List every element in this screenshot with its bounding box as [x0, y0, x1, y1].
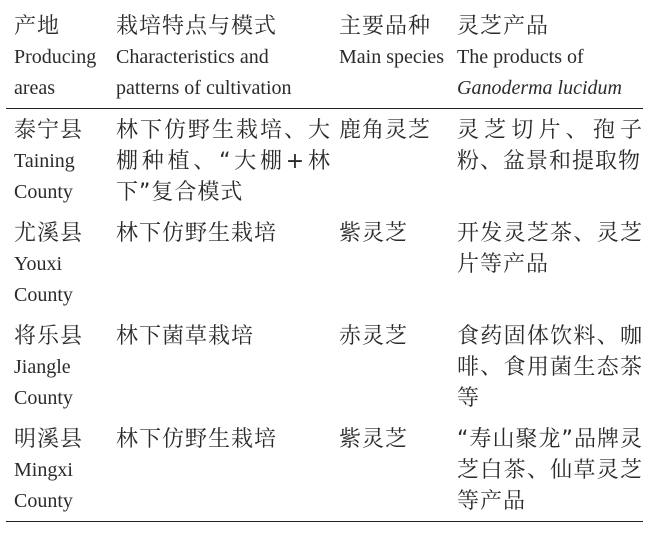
header-species-zh: 主要品种	[339, 14, 432, 39]
header-area-zh: 产地	[14, 14, 61, 39]
cell-area	[6, 418, 108, 522]
cell-products	[449, 418, 643, 522]
header-products-zh: 灵芝产品	[457, 14, 550, 39]
header-row	[6, 8, 643, 109]
cell-area	[6, 212, 108, 315]
table-row	[6, 315, 643, 418]
area-en: Jiangle County	[14, 356, 73, 409]
cell-area	[6, 315, 108, 418]
table-body	[6, 109, 643, 522]
cell-cultivation	[108, 109, 331, 213]
cell-species	[331, 315, 449, 418]
cultivation-text: 林下仿野生栽培	[116, 427, 278, 452]
header-products-en-prefix: The products of	[457, 46, 584, 68]
area-zh: 明溪县	[14, 427, 84, 452]
products-text: 开发灵芝茶、灵芝片等产品	[457, 221, 643, 277]
header-area-en: Producing areas	[14, 46, 97, 99]
products-text: 食药固体饮料、咖啡、食用菌生态茶等	[457, 324, 643, 411]
area-zh: 尤溪县	[14, 221, 84, 246]
table-row	[6, 109, 643, 213]
species-text: 紫灵芝	[339, 427, 409, 452]
cell-species	[331, 109, 449, 213]
cultivation-text: 林下菌草栽培	[116, 324, 255, 349]
header-products	[449, 8, 643, 109]
table-row	[6, 212, 643, 315]
area-zh: 泰宁县	[14, 118, 84, 143]
header-cultivation	[108, 8, 331, 109]
cultivation-text: 林下仿野生栽培、大棚种植、“大棚+林下”复合模式	[116, 118, 331, 205]
header-cultivation-zh: 栽培特点与模式	[116, 14, 278, 39]
header-producing-areas	[6, 8, 108, 109]
cell-products	[449, 212, 643, 315]
header-products-en	[457, 42, 643, 104]
cell-cultivation	[108, 418, 331, 522]
area-en: Mingxi County	[14, 459, 73, 512]
cell-products	[449, 109, 643, 213]
cell-cultivation	[108, 212, 331, 315]
cultivation-table	[6, 8, 643, 522]
cell-species	[331, 418, 449, 522]
cell-cultivation	[108, 315, 331, 418]
header-species-en: Main species	[339, 46, 444, 68]
products-text: “寿山聚龙”品牌灵芝白茶、仙草灵芝等产品	[457, 427, 643, 514]
cell-products	[449, 315, 643, 418]
species-text: 赤灵芝	[339, 324, 409, 349]
table-header	[6, 8, 643, 109]
area-en: Taining County	[14, 150, 75, 203]
cell-area	[6, 109, 108, 213]
table-row	[6, 418, 643, 522]
species-text: 鹿角灵芝	[339, 118, 432, 143]
header-cultivation-en: Characteristics and patterns of cultivation	[116, 46, 292, 99]
area-zh: 将乐县	[14, 324, 84, 349]
header-products-en-species: Ganoderma lucidum	[457, 77, 622, 99]
area-en: Youxi County	[14, 253, 73, 306]
species-text: 紫灵芝	[339, 221, 409, 246]
cultivation-text: 林下仿野生栽培	[116, 221, 278, 246]
cell-species	[331, 212, 449, 315]
header-main-species	[331, 8, 449, 109]
products-text: 灵芝切片、孢子粉、盆景和提取物	[457, 118, 643, 174]
